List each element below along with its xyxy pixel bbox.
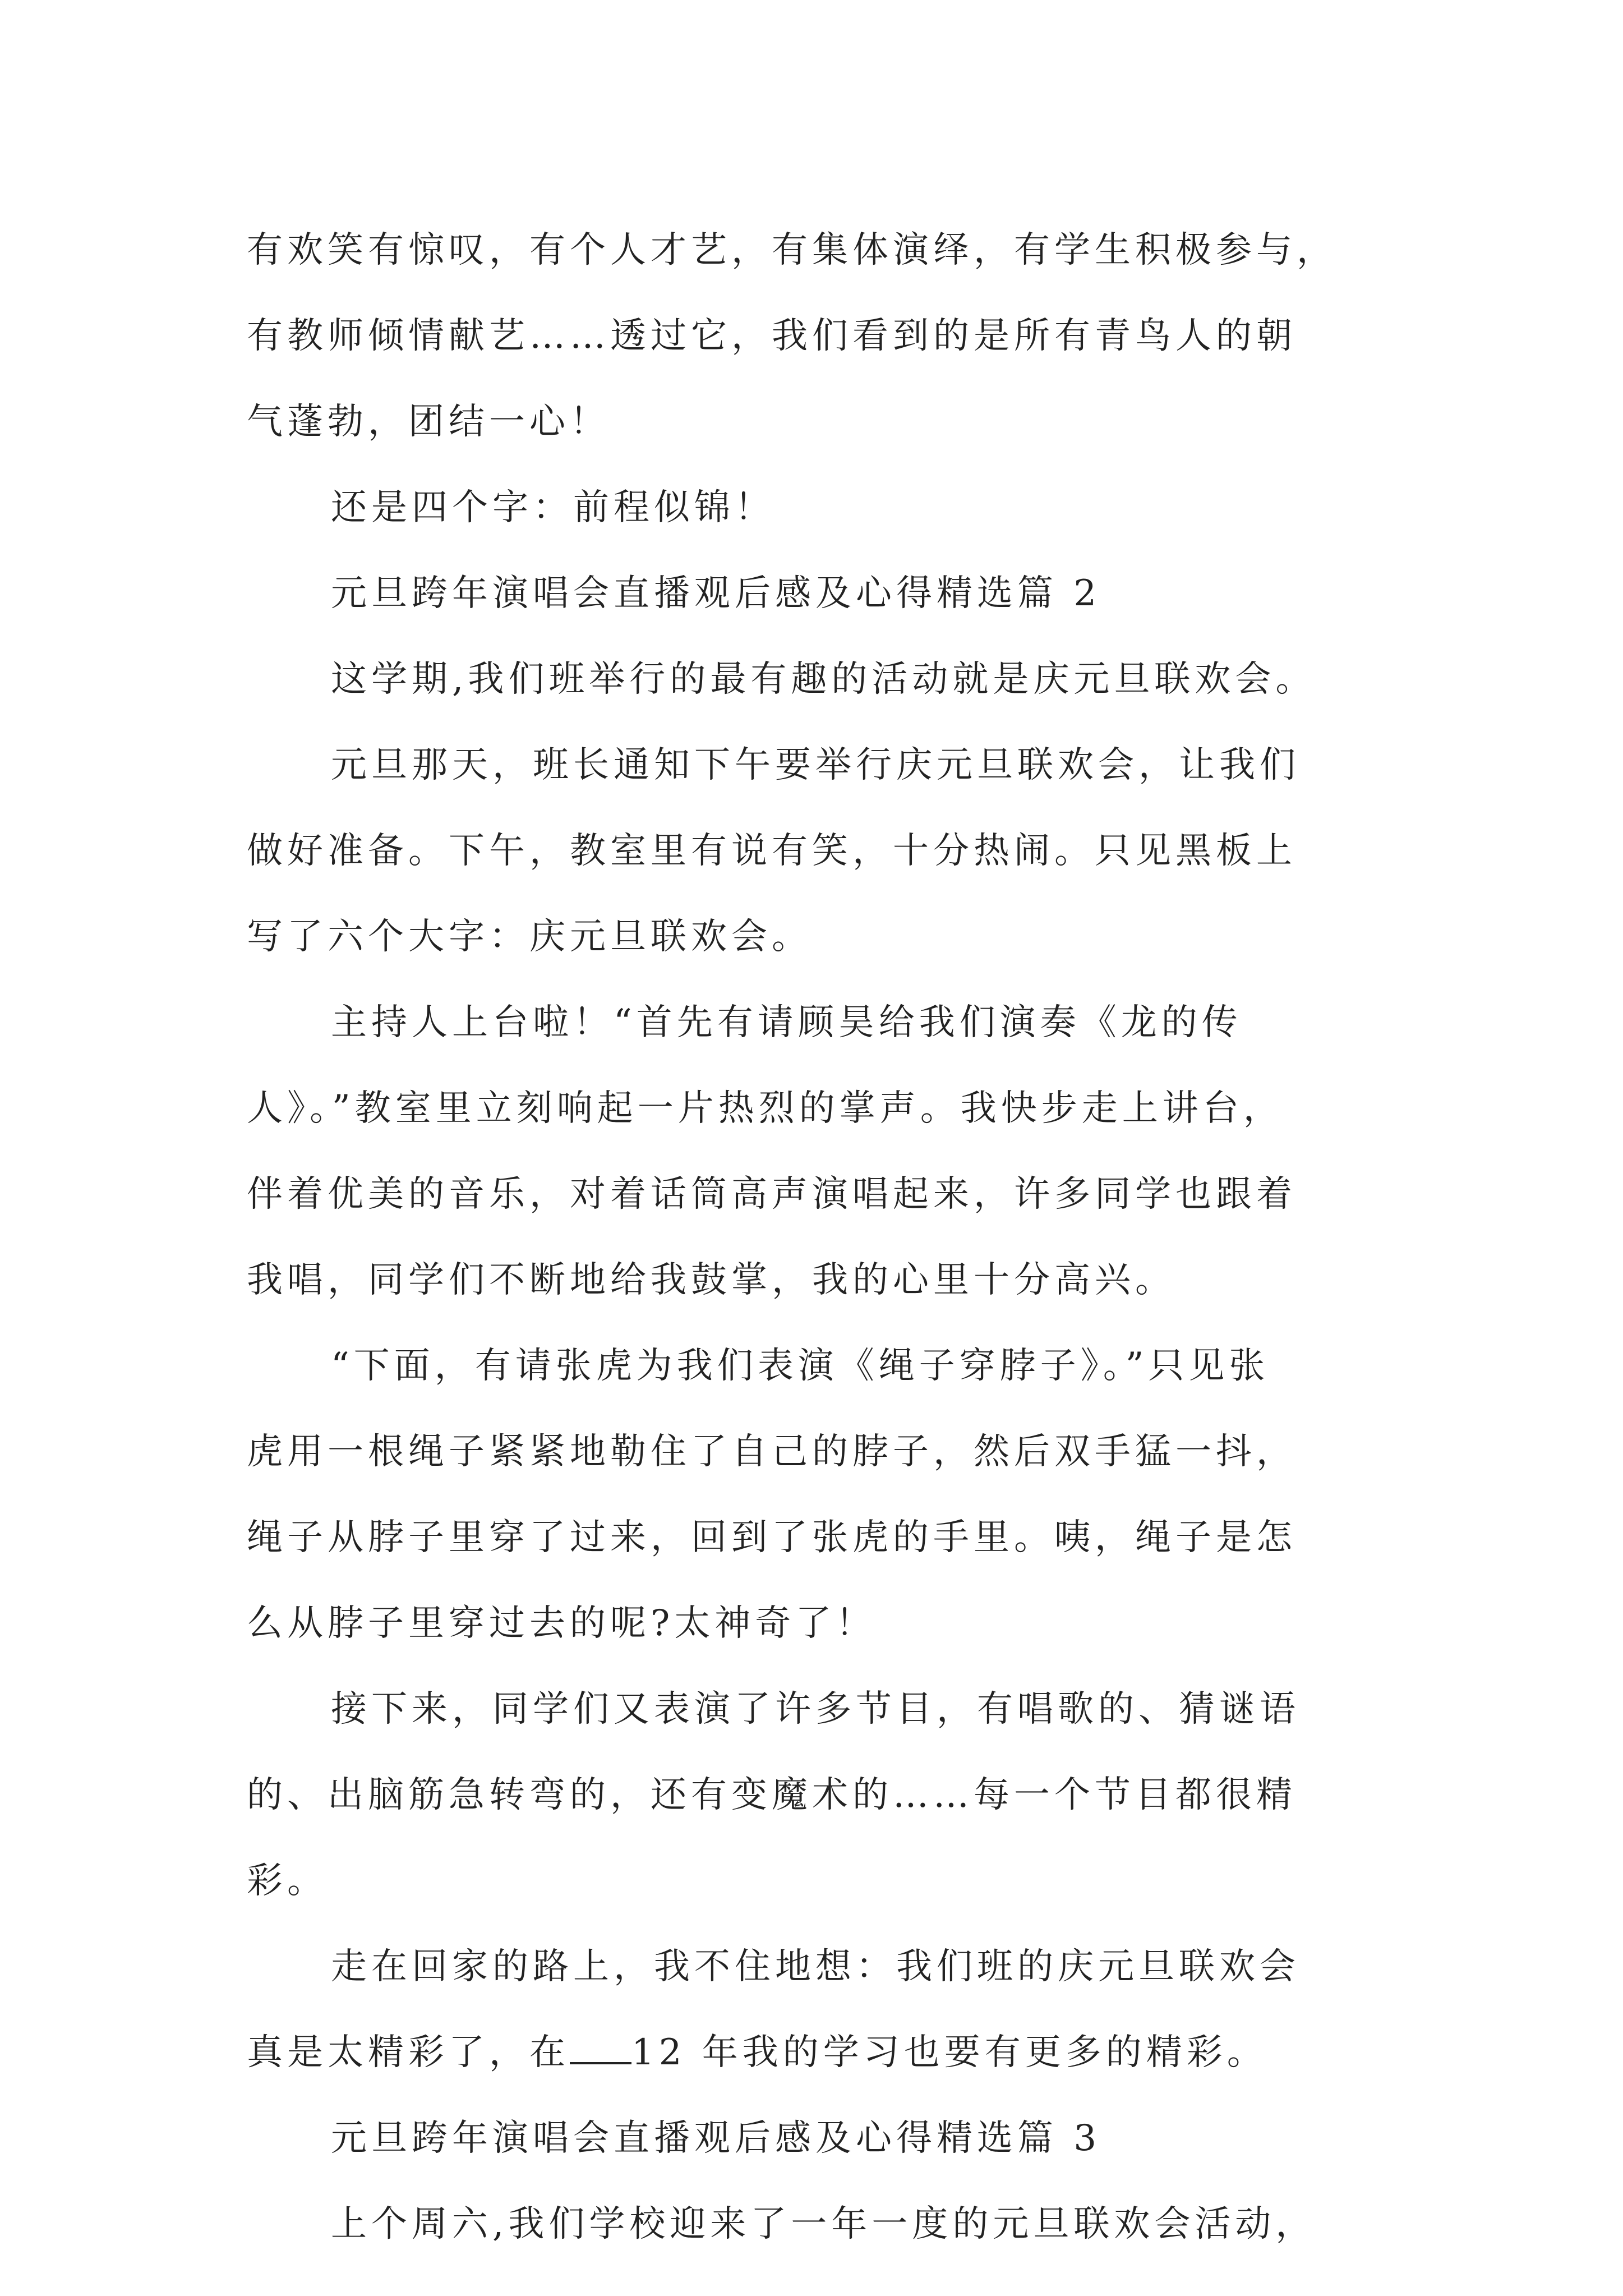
text-line: 的、出脑筋急转弯的，还有变魔术的……每一个节目都很精: [247, 1774, 1297, 1816]
text-line: 这学期,我们班举行的最有趣的活动就是庆元旦联欢会。: [331, 659, 1316, 700]
text-line: 彩。: [247, 1860, 328, 1902]
text-line: 有欢笑有惊叹，有个人才艺，有集体演绎，有学生积极参与，: [247, 229, 1337, 271]
text-line: 气蓬勃，团结一心！: [247, 401, 610, 443]
paragraph: [247, 980, 1396, 1323]
text-line: 虎用一根绳子紧紧地勒住了自己的脖子，然后双手猛一抖，: [247, 1431, 1297, 1473]
text-line: 还是四个字：前程似锦！: [331, 487, 775, 528]
text-line: 做好准备。下午，教室里有说有笑，十分热闹。只见黑板上: [247, 830, 1297, 872]
text-line: 上个周六,我们学校迎来了一年一度的元旦联欢会活动，: [331, 2203, 1316, 2245]
heading-text: 元旦跨年演唱会直播观后感及心得精选篇 3: [331, 2118, 1101, 2159]
paragraph: [247, 1667, 1396, 1924]
text-line: 走在回家的路上，我不住地想：我们班的庆元旦联欢会: [331, 1946, 1300, 1987]
text-line: 么从脖子里穿过去的呢?太神奇了！: [247, 1603, 877, 1644]
paragraph: [247, 2182, 1396, 2267]
text-line: 写了六个大字：庆元旦联欢会。: [247, 916, 812, 958]
paragraph: [247, 208, 1396, 465]
fill-in-blank: [570, 2026, 631, 2064]
text-line: 伴着优美的音乐，对着话筒高声演唱起来，许多同学也跟着: [247, 1174, 1297, 1215]
text-segment: 12 年我的学习也要有更多的精彩。: [631, 2032, 1267, 2073]
section-heading: [247, 551, 1396, 637]
document-body: [247, 208, 1396, 2267]
paragraph: [247, 637, 1396, 723]
text-line: 主持人上台啦！“首先有请顾昊给我们演奏《龙的传: [331, 1002, 1242, 1043]
text-line: 绳子从脖子里穿了过来，回到了张虎的手里。咦，绳子是怎: [247, 1517, 1297, 1558]
text-line: 人》。”教室里立刻响起一片热烈的掌声。我快步走上讲台，: [247, 1088, 1284, 1129]
paragraph: [247, 1323, 1396, 1667]
text-line: 元旦那天，班长通知下午要举行庆元旦联欢会，让我们: [331, 744, 1300, 786]
text-line: “下面，有请张虎为我们表演《绳子穿脖子》。”只见张: [331, 1345, 1270, 1387]
text-line: [247, 2010, 1396, 2096]
paragraph: [247, 723, 1396, 980]
paragraph: [247, 465, 1396, 551]
section-heading: [247, 2096, 1396, 2182]
text-line: 接下来，同学们又表演了许多节目，有唱歌的、猜谜语: [331, 1688, 1300, 1730]
heading-text: 元旦跨年演唱会直播观后感及心得精选篇 2: [331, 573, 1101, 614]
text-line: 有教师倾情献艺……透过它，我们看到的是所有青鸟人的朝: [247, 315, 1297, 357]
paragraph: [247, 1924, 1396, 2096]
text-line: 我唱，同学们不断地给我鼓掌，我的心里十分高兴。: [247, 1259, 1175, 1301]
text-segment: 真是太精彩了，在: [247, 2032, 570, 2073]
